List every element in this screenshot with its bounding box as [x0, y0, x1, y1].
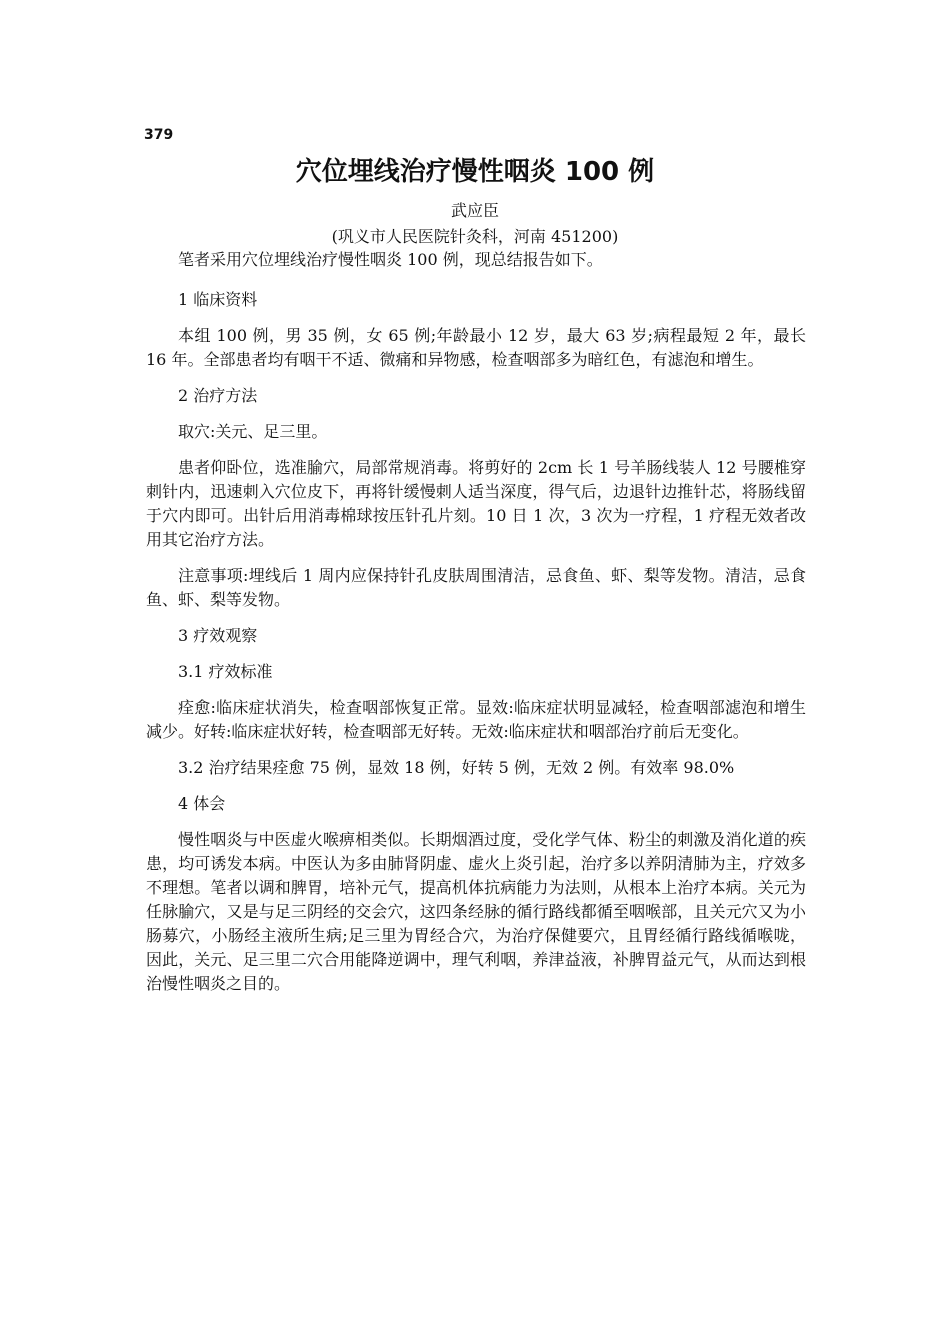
author-name: 武应臣	[450, 201, 499, 220]
section-heading-clinical-data: 1 临床资料	[178, 290, 258, 309]
subsection-heading-efficacy-criteria: 3.1 疗效标准	[178, 662, 273, 681]
paragraph-clinical-data: 本组 100 例，男 35 例，女 65 例;年龄最小 12 岁，最大 63 岁;病程最短 2 年，最长 16 年。全部患者均有咽干不适、微痛和异物感，检查咽部多为暗红色，有滤泡和增生。	[146, 326, 806, 369]
paragraph-efficacy-criteria: 痊愈:临床症状消失，检查咽部恢复正常。显效:临床症状明显减轻，检查咽部滤泡和增生减少。好转:临床症状好转，检查咽部无好转。无效:临床症状和咽部治疗前后无变化。	[146, 698, 806, 741]
intro-paragraph: 笔者采用穴位埋线治疗慢性咽炎 100 例，现总结报告如下。	[178, 250, 603, 269]
paragraph-treatment-results: 3.2 治疗结果痊愈 75 例，显效 18 例，好转 5 例，无效 2 例。有效率 98.0%	[178, 758, 735, 777]
section-heading-discussion: 4 体会	[178, 794, 226, 813]
paragraph-procedure: 患者仰卧位，选准腧穴，局部常规消毒。将剪好的 2cm 长 1 号羊肠线装人 12 号腰椎穿刺针内，迅速刺入穴位皮下，再将针缓慢刺人适当深度，得气后，边退针边推针芯，将肠线留于穴内即可。出针后用消毒棉球按压针孔片刻。10 日 1 次，3 次为一疗程，1 疗程无效者改用其它治疗方法。	[146, 458, 806, 549]
author-affiliation: (巩义市人民医院针灸科，河南 451200)	[331, 227, 619, 246]
paragraph-discussion: 慢性咽炎与中医虚火喉痹相类似。长期烟酒过度，受化学气体、粉尘的刺激及消化道的疾患，均可诱发本病。中医认为多由肺肾阴虚、虚火上炎引起，治疗多以养阴清肺为主，疗效多不理想。笔者以调和脾胃，培补元气，提高机体抗病能力为法则，从根本上治疗本病。关元为任脉腧穴，又是与足三阴经的交会穴，这四条经脉的循行路线都循至咽喉部，且关元穴又为小肠募穴，小肠经主液所生病;足三里为胃经合穴，为治疗保健要穴，且胃经循行路线循喉咙，因此，关元、足三里二穴合用能降逆调中，理气利咽，养津益液，补脾胃益元气，从而达到根治慢性咽炎之目的。	[146, 830, 806, 993]
paragraph-precautions: 注意事项:埋线后 1 周内应保持针孔皮肤周围清洁，忌食鱼、虾、梨等发物。清洁，忌食鱼、虾、梨等发物。	[146, 566, 806, 609]
page-number: 379	[144, 127, 174, 143]
section-heading-treatment-method: 2 治疗方法	[178, 386, 258, 405]
paragraph-acupoints: 取穴:关元、足三里。	[178, 422, 328, 441]
article-body	[146, 248, 806, 1008]
section-heading-efficacy-observation: 3 疗效观察	[178, 626, 258, 645]
article-title: 穴位埋线治疗慢性咽炎 100 例	[295, 157, 655, 187]
